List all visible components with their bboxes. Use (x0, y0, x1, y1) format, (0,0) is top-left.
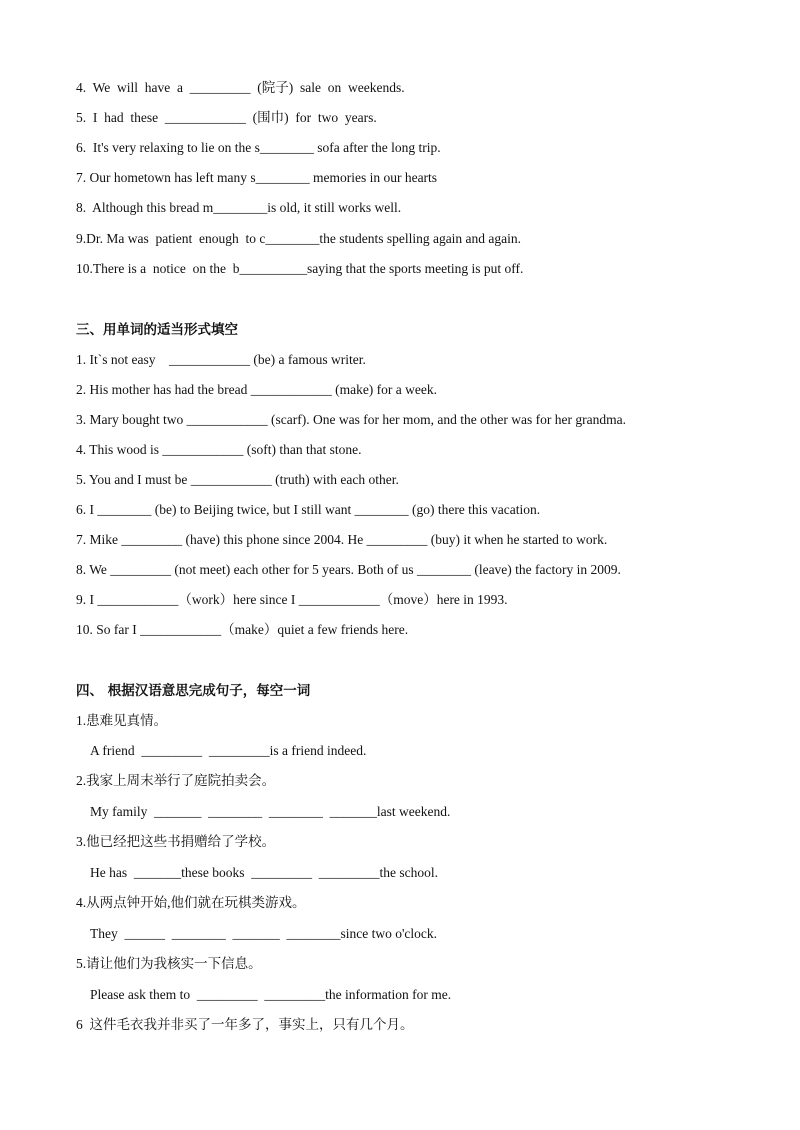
chinese-prompt: 2.我家上周末举行了庭院拍卖会。 (76, 773, 276, 788)
question-line: 4. We will have a _________ (院子) sale on weekends. (76, 80, 405, 95)
question-line: 5. You and I must be ____________ (truth) with each other. (76, 472, 399, 487)
english-sentence: Please ask them to _________ _________the information for me. (90, 987, 452, 1002)
section-heading: 四、 根据汉语意思完成句子，每空一词 (76, 683, 311, 699)
question-line: 9. I ____________（work）here since I ____________（move）here in 1993. (76, 592, 508, 607)
question-line: 10. So far I ____________（make）quiet a few friends here. (76, 622, 409, 637)
question-line: 2. His mother has had the bread ____________ (make) for a week. (76, 382, 438, 397)
question-line: 6. I ________ (be) to Beijing twice, but I still want ________ (go) there this vacation. (76, 502, 541, 517)
english-sentence: A friend _________ _________is a friend indeed. (90, 743, 367, 758)
question-line: 10.There is a notice on the b__________saying that the sports meeting is put off. (76, 261, 524, 276)
question-line: 8. We _________ (not meet) each other for 5 years. Both of us ________ (leave) the factory in 2009. (76, 562, 621, 577)
question-line: 7. Our hometown has left many s________ memories in our hearts (76, 170, 438, 185)
english-sentence: My family _______ ________ ________ _______last weekend. (90, 804, 451, 819)
english-sentence: They ______ ________ _______ ________since two o'clock. (90, 926, 438, 941)
question-line: 7. Mike _________ (have) this phone since 2004. He _________ (buy) it when he started to work. (76, 532, 608, 547)
chinese-prompt: 5.请让他们为我核实一下信息。 (76, 956, 262, 971)
chinese-prompt: 6 这件毛衣我并非买了一年多了，事实上，只有几个月。 (76, 1017, 414, 1032)
chinese-prompt: 4.从两点钟开始,他们就在玩棋类游戏。 (76, 895, 306, 910)
question-line: 4. This wood is ____________ (soft) than that stone. (76, 442, 362, 457)
chinese-prompt: 3.他已经把这些书捐赠给了学校。 (76, 834, 276, 849)
question-line: 3. Mary bought two ____________ (scarf). One was for her mom, and the other was for her grandma. (76, 412, 626, 427)
section-heading: 三、用单词的适当形式填空 (76, 322, 238, 338)
question-line: 5. I had these ____________ (围巾) for two years. (76, 110, 377, 125)
question-line: 6. It's very relaxing to lie on the s________ sofa after the long trip. (76, 140, 441, 155)
question-line: 8. Although this bread m________is old, it still works well. (76, 200, 402, 215)
english-sentence: He has _______these books _________ _________the school. (90, 865, 438, 880)
question-line: 9.Dr. Ma was patient enough to c________the students spelling again and again. (76, 231, 522, 246)
question-line: 1. It`s not easy ____________ (be) a famous writer. (76, 352, 366, 367)
chinese-prompt: 1.患难见真情。 (76, 713, 168, 728)
